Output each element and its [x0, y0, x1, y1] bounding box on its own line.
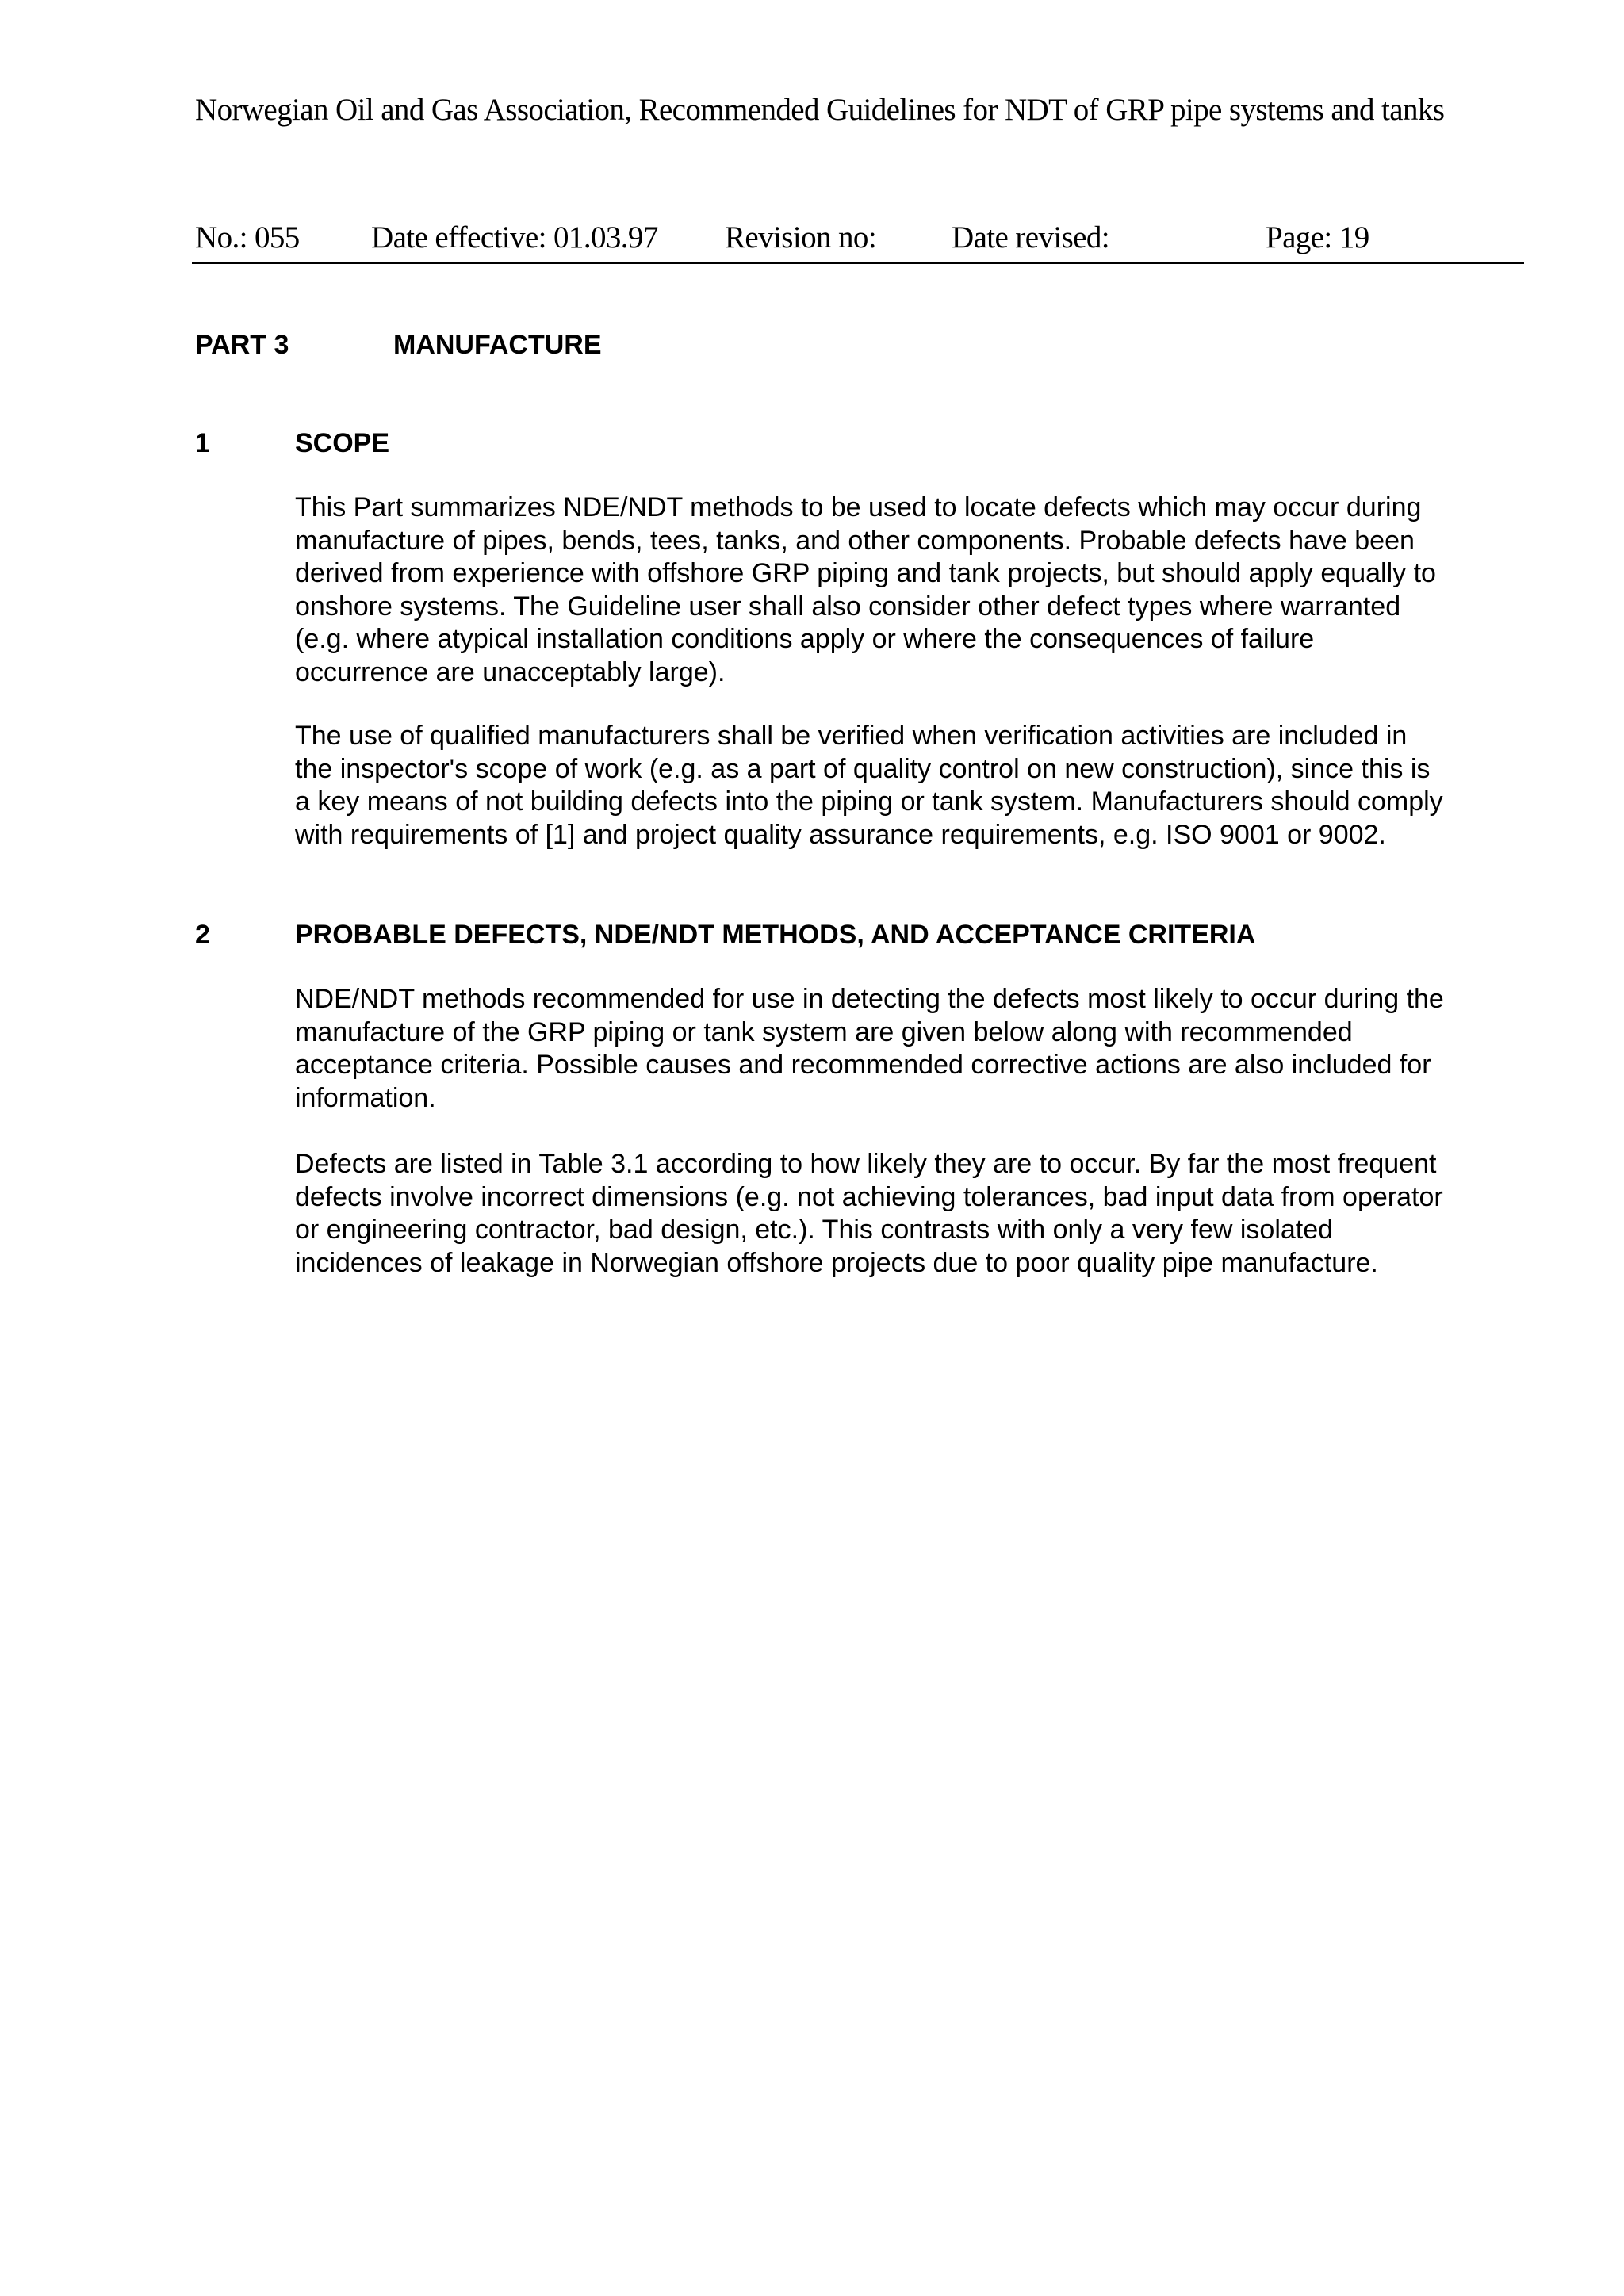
section-number: 2 [195, 920, 210, 950]
document-meta-row [192, 214, 1524, 264]
paragraph: NDE/NDT methods recommended for use in detecting the defects most likely to occur during the manufacture of the GRP piping or tank system are given below along with recommended acceptance criteria. Possible causes and recommended corrective actions are also included for information. [295, 984, 1444, 1113]
section-title: SCOPE [295, 428, 390, 458]
document-number: No.: 055 [195, 220, 300, 254]
part-label: PART 3 [195, 330, 289, 360]
date-effective: Date effective: 01.03.97 [371, 220, 658, 254]
paragraph: This Part summarizes NDE/NDT methods to be used to locate defects which may occur during manufacture of pipes, bends, tees, tanks, and other components. Probable defects have been derived from experience with offshore GRP piping and tank projects, but should apply equally to onshore systems. The Guideline user shall also consider other defect types where warranted (e.g. where atypical installation conditions apply or where the consequences of failure occurrence are unacceptably large). [295, 492, 1436, 687]
section-title: PROBABLE DEFECTS, NDE/NDT METHODS, AND ACCEPTANCE CRITERIA [295, 920, 1256, 950]
part-title: MANUFACTURE [393, 330, 602, 360]
page-number: Page: 19 [1266, 220, 1369, 254]
date-revised: Date revised: [952, 220, 1110, 254]
revision-number: Revision no: [725, 220, 877, 254]
section-number: 1 [195, 428, 210, 458]
paragraph: Defects are listed in Table 3.1 according to how likely they are to occur. By far the most frequent defects involve incorrect dimensions (e.g. not achieving tolerances, bad input data from operator or engineering contractor, bad design, etc.). This contrasts with only a very few isolated incidences of leakage in Norwegian offshore projects due to poor quality pipe manufacture. [295, 1149, 1443, 1278]
paragraph: The use of qualified manufacturers shall be verified when verification activities are included in the inspector's scope of work (e.g. as a part of quality control on new construction), since this is a key means of not building defects into the piping or tank system. Manufacturers should comply with requirements of [1] and project quality assurance requirements, e.g. ISO 9001 or 9002. [295, 721, 1443, 850]
document-title: Norwegian Oil and Gas Association, Recommended Guidelines for NDT of GRP pipe systems and tanks [195, 93, 1445, 127]
